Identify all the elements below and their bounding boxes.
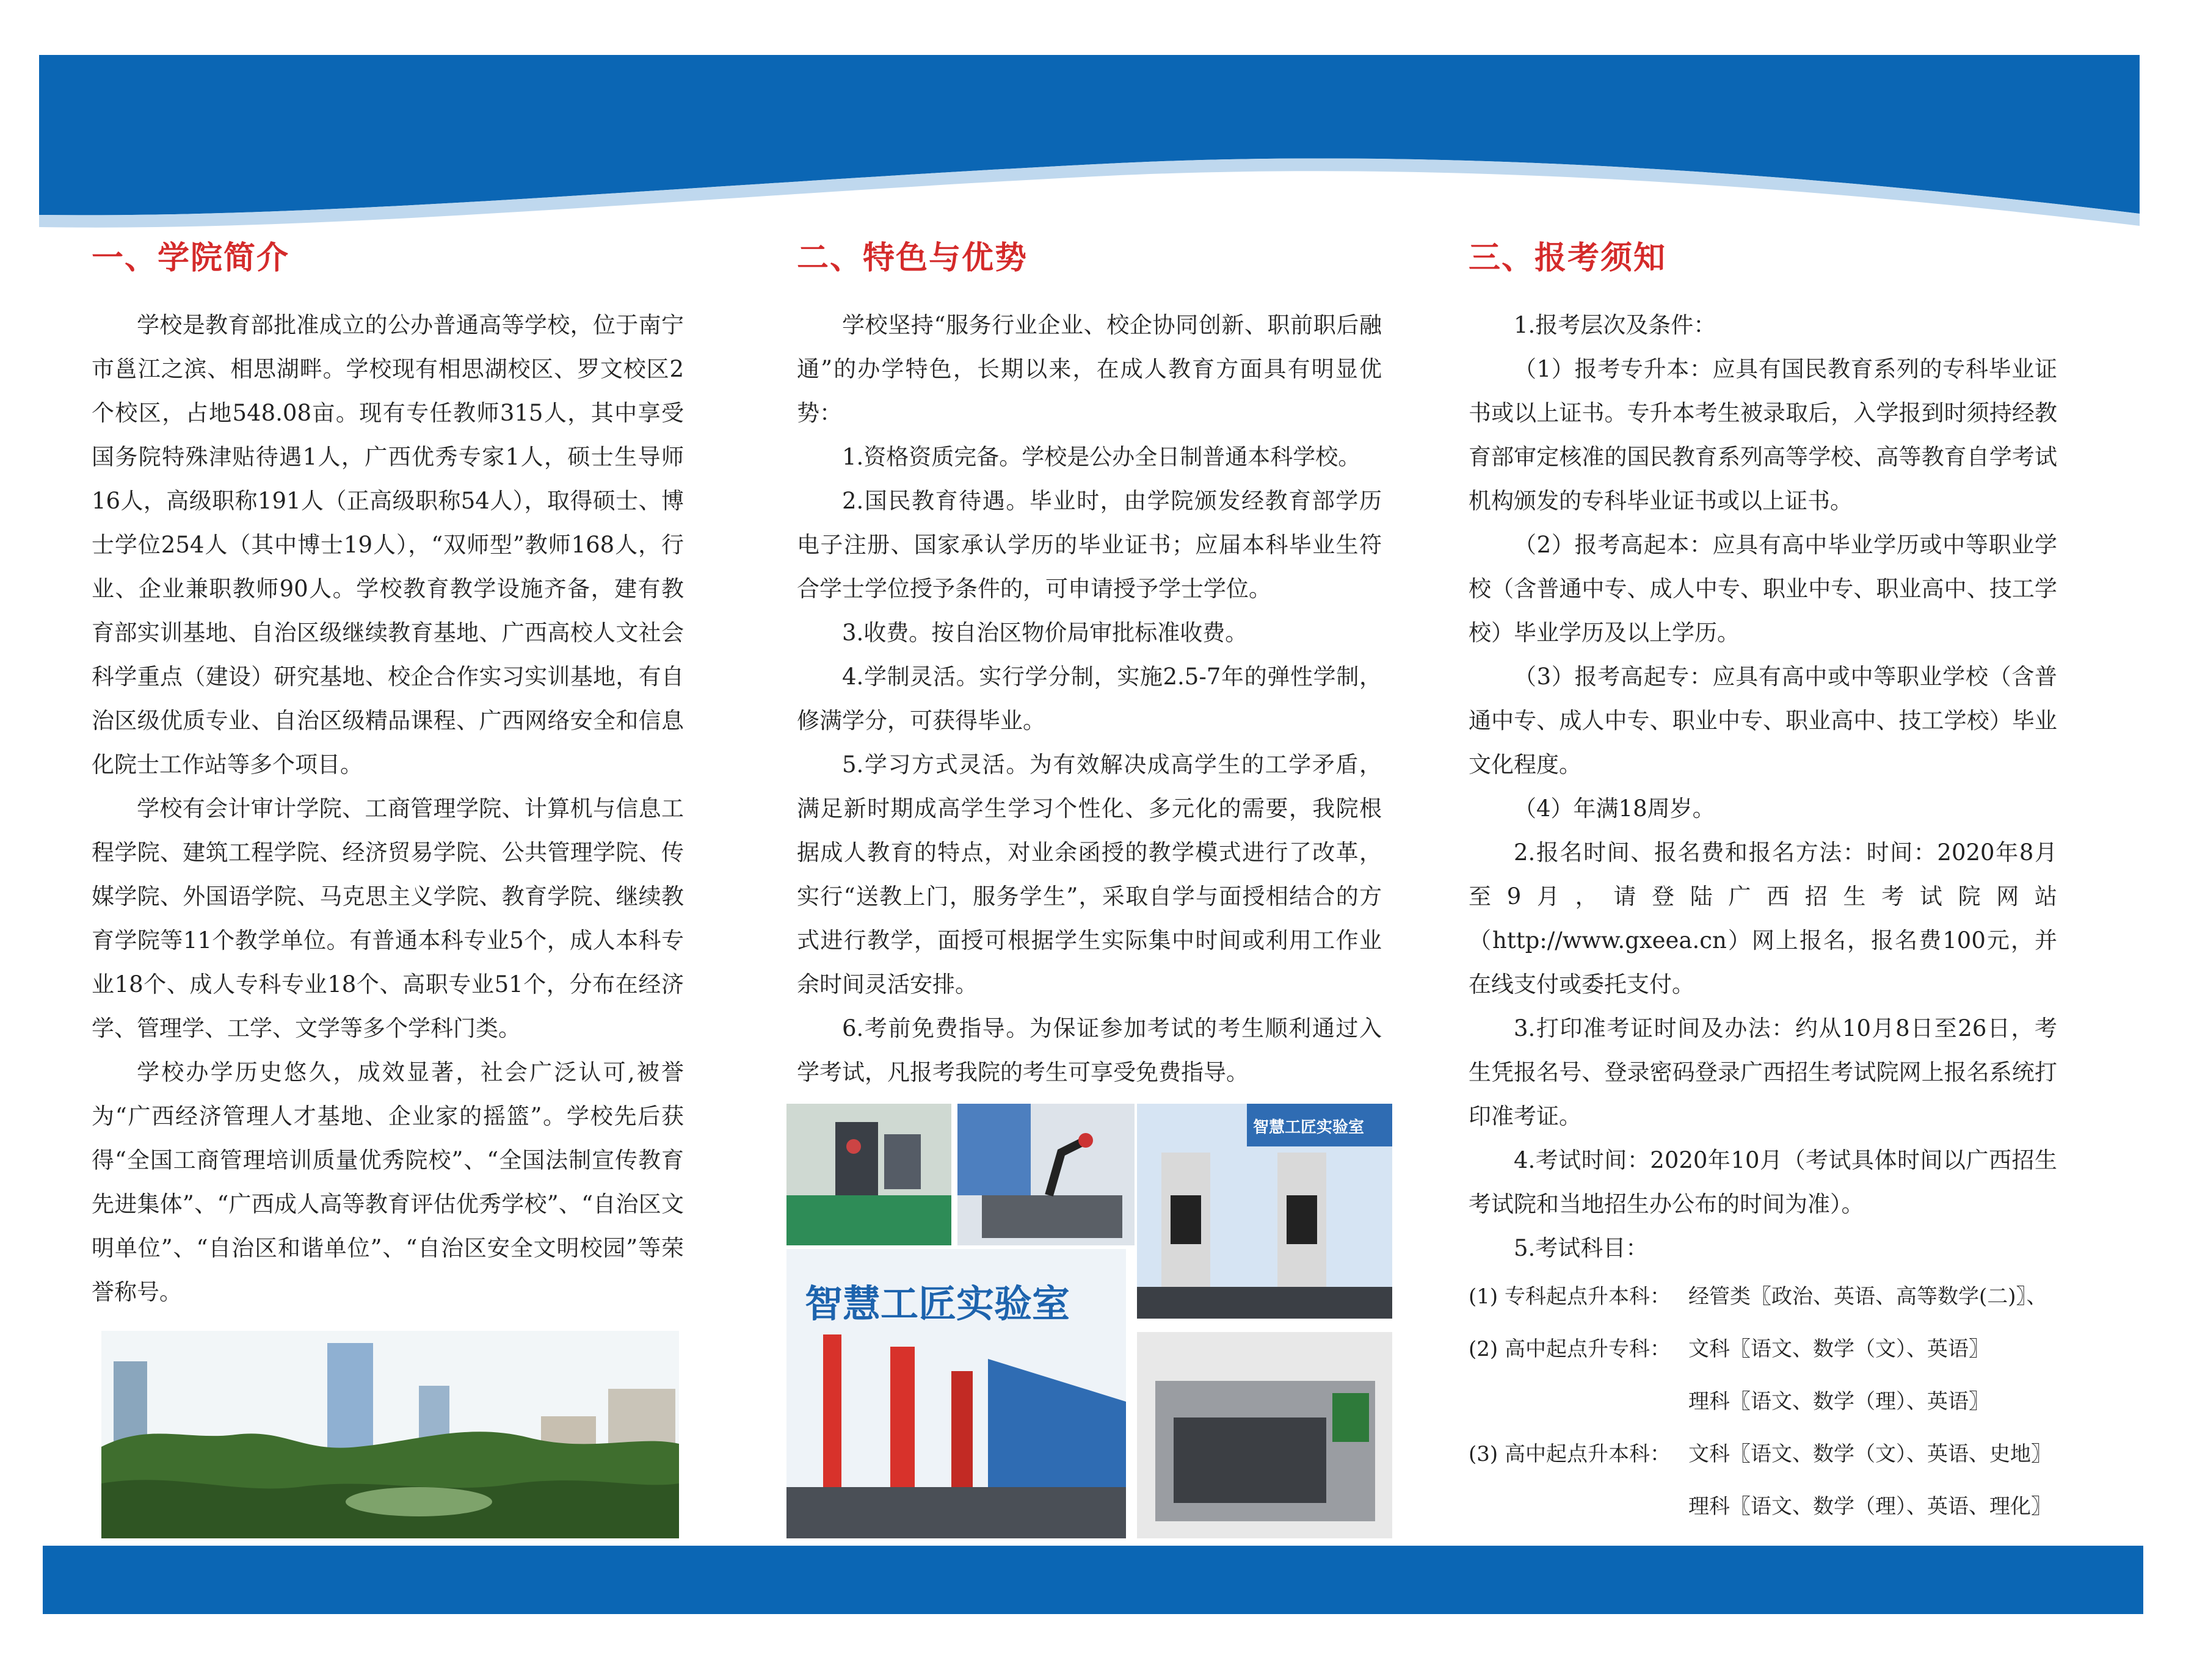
subject-row-label: (3) 高中起点升本科： <box>1469 1442 1671 1466</box>
section-intro-title: 一、学院简介 <box>92 240 290 277</box>
requirement-3: （3）报考高起专：应具有高中或中等职业学校（含普通中专、成人中专、职业中专、职业高中、技工学校）毕业文化程度。 <box>1469 664 2057 778</box>
subject-row-label: (1) 专科起点升本科： <box>1469 1284 1671 1309</box>
subject-row-label: (2) 高中起点升专科： <box>1469 1337 1671 1361</box>
lab-photo-smart-craftsman-lab <box>786 1249 1126 1538</box>
section-intro <box>92 232 684 1314</box>
lab-photo-robot-arm <box>957 1104 1135 1245</box>
requirements-heading: 1.报考层次及条件： <box>1514 312 1716 338</box>
feature-item-6: 6.考前免费指导。为保证参加考试的考生顺利通过入学考试，凡报考我院的考生可享受免费指导。 <box>797 1015 1382 1085</box>
intro-paragraph-3: 学校办学历史悠久，成效显著，社会广泛认可,被誉为“广西经济管理人才基地、企业家的摇篮”。学校先后获得“全国工商管理培训质量优秀院校”、“全国法制宣传教育先进集体”、“广西成人高等教育评估优秀学校”、“自治区文明单位”、“自治区和谐单位”、“自治区安全文明校园”等荣誉称号。 <box>92 1059 684 1305</box>
requirement-1: （1）报考专升本：应具有国民教育系列的专科毕业证书或以上证书。专升本考生被录取后，入学报到时须持经教育部审定核准的国民教育系列高等学校、高等教育自学考试机构颁发的专科毕业证书或以上证书。 <box>1469 356 2057 514</box>
feature-item-1: 1.资格资质完备。学校是公办全日制普通本科学校。 <box>842 444 1361 470</box>
subject-row-value: 经管类〖政治、英语、高等数学(二)〗、 <box>1688 1284 2047 1309</box>
section-features <box>797 232 1382 1095</box>
feature-item-3: 3.收费。按自治区物价局审批标准收费。 <box>842 620 1248 646</box>
subject-row <box>1469 1428 2057 1480</box>
requirement-4: （4）年满18周岁。 <box>1514 795 1715 822</box>
campus-photo <box>101 1331 679 1538</box>
subject-row-value: 理科〖语文、数学（理）、英语〗 <box>1688 1389 1989 1414</box>
subject-row <box>1469 1480 2057 1533</box>
feature-item-2: 2.国民教育待遇。毕业时，由学院颁发经教育部学历电子注册、国家承认学历的毕业证书；应届本科毕业生符合学士学位授予条件的，可申请授予学士学位。 <box>797 488 1382 602</box>
subject-row-label <box>1469 1480 1688 1533</box>
exam-time-info: 4.考试时间：2020年10月（考试具体时间以广西招生考试院和当地招生办公布的时间为准）。 <box>1469 1147 2057 1217</box>
robot-lab-sign: 智慧工匠实验室 <box>1253 1118 1365 1137</box>
intro-paragraph-2: 学校有会计审计学院、工商管理学院、计算机与信息工程学院、建筑工程学院、经济贸易学院、公共管理学院、传媒学院、外国语学院、马克思主义学院、教育学院、继续教育学院等11个教学单位。有普通本科专业5个，成人本科专业18个、成人专科专业18个、高职专业51个，分布在经济学、管理学、工学、文学等多个学科门类。 <box>92 795 684 1041</box>
footer-band <box>43 1546 2143 1614</box>
feature-item-4: 4.学制灵活。实行学分制，实施2.5-7年的弹性学制，修满学分，可获得毕业。 <box>797 664 1382 734</box>
subject-row-label <box>1469 1375 1688 1428</box>
registration-info: 2.报名时间、报名费和报名方法：时间：2020年8月至9月，请登陆广西招生考试院网站（http://www.gxeea.cn）网上报名，报名费100元，并在线支付或委托支付。 <box>1469 839 2057 998</box>
header-wave-band <box>39 55 2140 238</box>
requirement-2: （2）报考高起本：应具有高中毕业学历或中等职业学校（含普通中专、成人中专、职业中专、职业高中、技工学校）毕业学历及以上学历。 <box>1469 532 2057 646</box>
subject-row <box>1469 1375 2057 1428</box>
subject-row <box>1469 1323 2057 1375</box>
features-intro: 学校坚持“服务行业企业、校企协同创新、职前职后融通”的办学特色，长期以来，在成人教育方面具有明显优势： <box>797 312 1382 426</box>
feature-item-5: 5.学习方式灵活。为有效解决成高学生的工学矛盾，满足新时期成高学生学习个性化、多元化的需要，我院根据成人教育的特点，对业余函授的教学模式进行了改革，实行“送教上门，服务学生”，采取自学与面授相结合的方式进行教学，面授可根据学生实际集中时间或利用工作业余时间灵活安排。 <box>797 751 1382 998</box>
subject-row-value: 文科〖语文、数学（文）、英语、史地〗 <box>1688 1442 2052 1466</box>
subject-row-value: 理科〖语文、数学（理）、英语、理化〗 <box>1688 1494 2052 1519</box>
lab-sign: 智慧工匠实验室 <box>805 1281 1070 1326</box>
section-features-title: 二、特色与优势 <box>797 240 1028 277</box>
lab-photo-laptop-kit <box>1137 1332 1392 1538</box>
admission-ticket-info: 3.打印准考证时间及办法：约从10月8日至26日，考生凭报名号、登录密码登录广西招生考试院网上报名系统打印准考证。 <box>1469 1015 2057 1129</box>
lab-photo-circuit <box>786 1104 951 1245</box>
section-application-notes <box>1469 232 2057 1533</box>
subject-row <box>1469 1270 2057 1323</box>
exam-subjects-heading: 5.考试科目： <box>1514 1235 1649 1261</box>
lab-photo-humanoid-robots <box>1137 1104 1392 1319</box>
subject-row-value: 文科〖语文、数学（文）、英语〗 <box>1688 1337 1989 1361</box>
section-application-title: 三、报考须知 <box>1469 240 1667 277</box>
intro-paragraph-1: 学校是教育部批准成立的公办普通高等学校，位于南宁市邕江之滨、相思湖畔。学校现有相思湖校区、罗文校区2个校区，占地548.08亩。现有专任教师315人，其中享受国务院特殊津贴待遇1人，广西优秀专家1人，硕士生导师16人，高级职称191人（正高级职称54人），取得硕士、博士学位254人（其中博士19人），“双师型”教师168人，行业、企业兼职教师90人。学校教育教学设施齐备，建有教育部实训基地、自治区级继续教育基地、广西高校人文社会科学重点（建设）研究基地、校企合作实习实训基地，有自治区级优质专业、自治区级精品课程、广西网络安全和信息化院士工作站等多个项目。 <box>92 312 684 778</box>
